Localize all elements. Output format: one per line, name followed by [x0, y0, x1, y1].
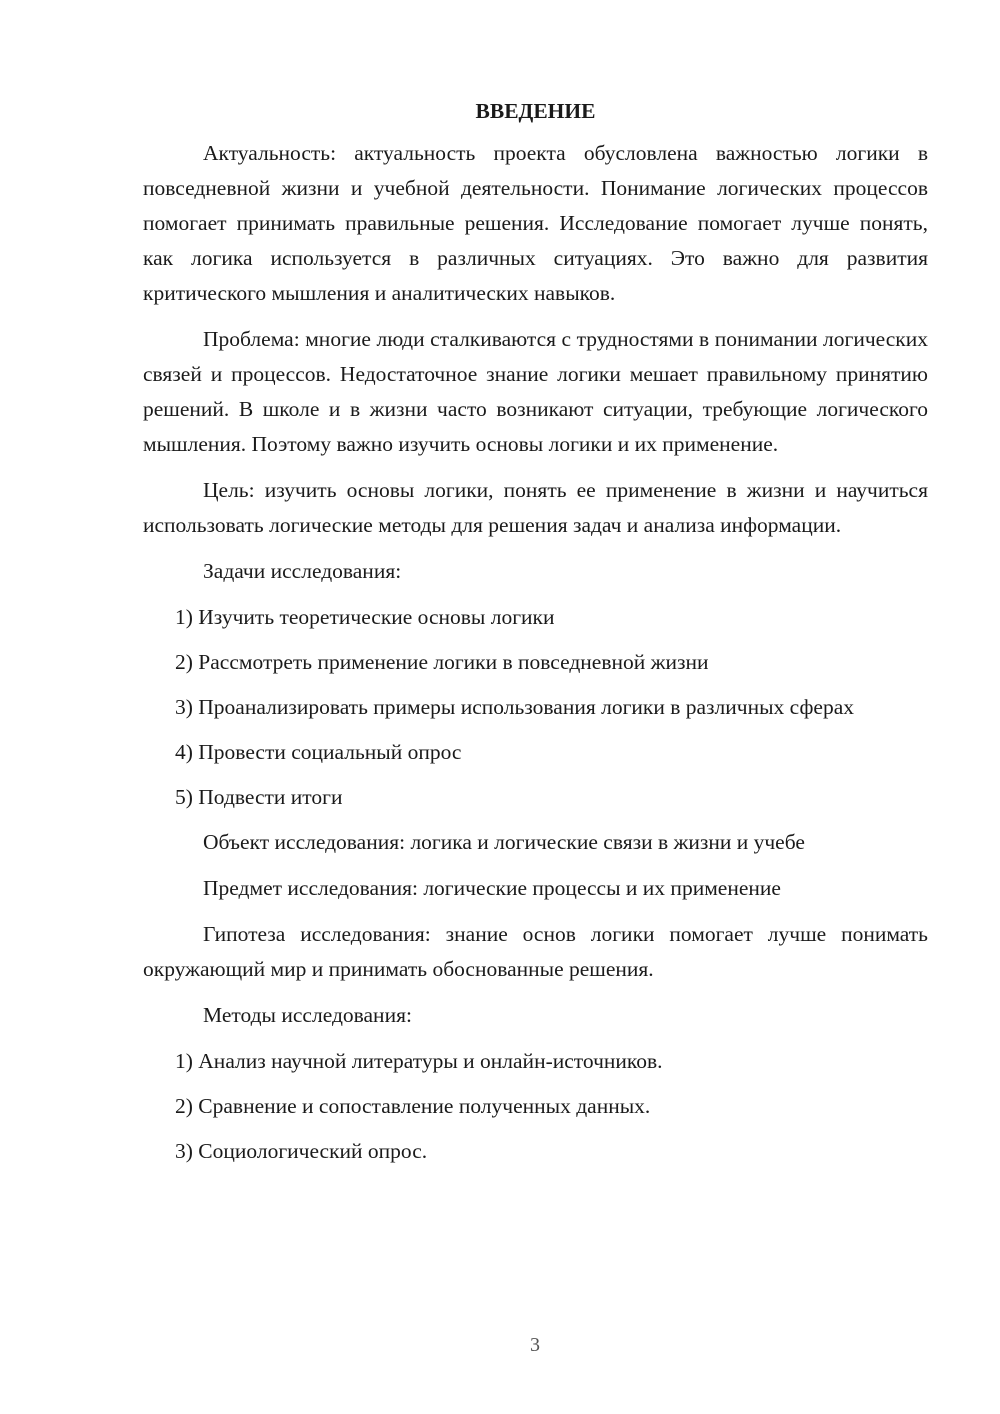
task-item: 5) Подвести итоги	[175, 785, 343, 809]
hypothesis-paragraph: Гипотеза исследования: знание основ логики помогает лучше понимать окружающий мир и принимать обоснованные решения.	[143, 922, 928, 981]
methods-heading: Методы исследования:	[203, 1003, 412, 1027]
method-item: 1) Анализ научной литературы и онлайн-источников.	[175, 1049, 663, 1073]
document-page	[143, 96, 928, 1179]
goal-paragraph: Цель: изучить основы логики, понять ее применение в жизни и научиться использовать логические методы для решения задач и анализа информации.	[143, 478, 928, 537]
method-item: 3) Социологический опрос.	[175, 1139, 428, 1163]
subject-paragraph: Предмет исследования: логические процессы и их применение	[203, 876, 781, 900]
problem-paragraph: Проблема: многие люди сталкиваются с трудностями в понимании логических связей и процессов. Недостаточное знание логики мешает правильному принятию решений. В школе и в жизни часто возникают ситуации, требующие логического мышления. Поэтому важно изучить основы логики и их применение.	[143, 327, 928, 456]
task-item: 2) Рассмотреть применение логики в повседневной жизни	[175, 650, 709, 674]
task-item: 4) Провести социальный опрос	[175, 740, 462, 764]
task-item: 1) Изучить теоретические основы логики	[175, 605, 555, 629]
task-item: 3) Проанализировать примеры использования логики в различных сферах	[175, 695, 854, 719]
object-paragraph: Объект исследования: логика и логические связи в жизни и учебе	[203, 830, 805, 854]
relevance-paragraph: Актуальность: актуальность проекта обусловлена важностью логики в повседневной жизни и учебной деятельности. Понимание логических процессов помогает принимать правильные решения. Исследование помогает лучше понять, как логика используется в различных ситуациях. Это важно для развития критического мышления и аналитических навыков.	[143, 141, 928, 305]
tasks-heading: Задачи исследования:	[203, 559, 402, 583]
page-number: 3	[530, 1334, 540, 1356]
section-title: ВВЕДЕНИЕ	[475, 99, 596, 123]
method-item: 2) Сравнение и сопоставление полученных данных.	[175, 1094, 651, 1118]
